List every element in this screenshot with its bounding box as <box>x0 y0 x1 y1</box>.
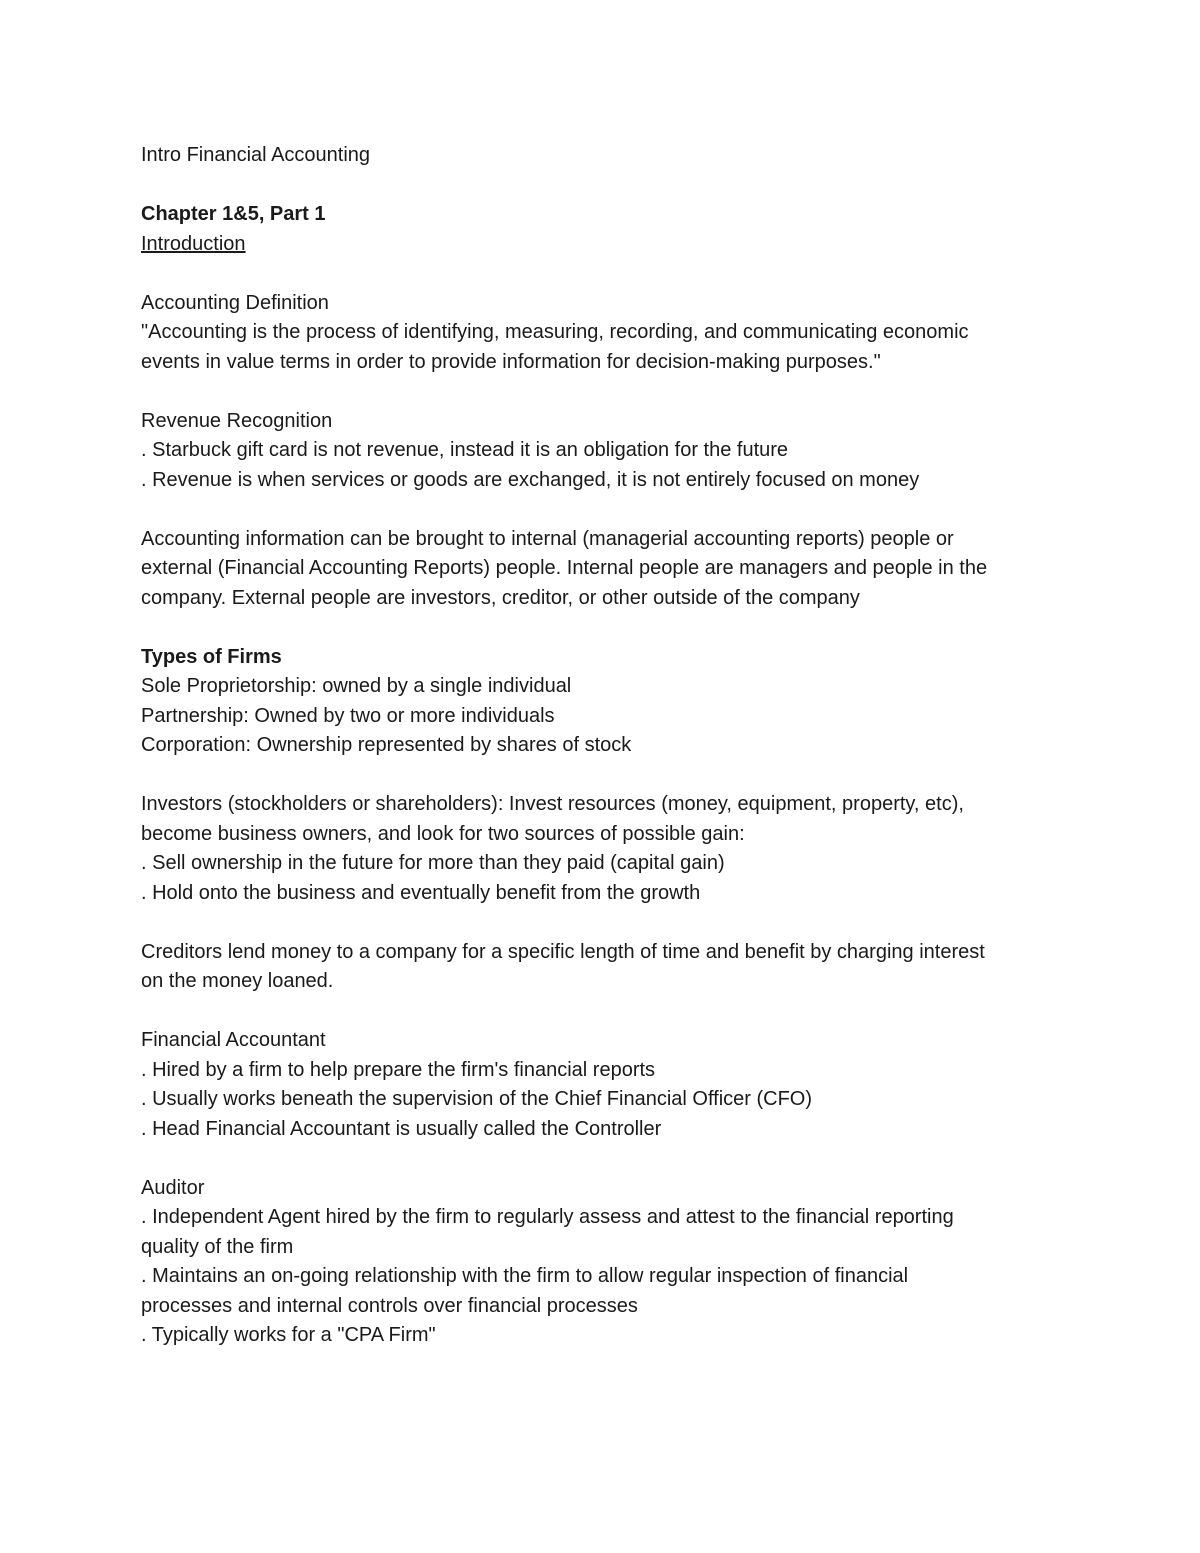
investors-paragraph-line: become business owners, and look for two sources of possible gain: <box>141 822 745 845</box>
financial-accountant-bullet: . Hired by a firm to help prepare the firm's financial reports <box>141 1058 656 1081</box>
accounting-information-paragraph-line: Accounting information can be brought to internal (managerial accounting reports) people or <box>141 527 954 550</box>
creditors-paragraph-line: on the money loaned. <box>141 970 334 992</box>
document-body <box>141 141 1071 1351</box>
spacer <box>141 613 1071 643</box>
revenue-recognition-heading: Revenue Recognition <box>141 409 333 432</box>
types-of-firms-heading: Types of Firms <box>141 645 282 668</box>
auditor-bullet-line: quality of the firm <box>141 1235 294 1258</box>
spacer <box>141 997 1071 1027</box>
firm-type-item: Partnership: Owned by two or more individuals <box>141 704 555 727</box>
auditor-bullet-line: . Typically works for a "CPA Firm" <box>141 1324 436 1346</box>
revenue-recognition-bullet: . Revenue is when services or goods are exchanged, it is not entirely focused on money <box>141 468 920 491</box>
section-heading-introduction: Introduction <box>141 232 246 255</box>
investors-bullet: . Sell ownership in the future for more than they paid (capital gain) <box>141 852 725 874</box>
firm-type-item: Corporation: Ownership represented by shares of stock <box>141 734 632 756</box>
spacer <box>141 761 1071 791</box>
accounting-definition-quote-line: events in value terms in order to provide information for decision-making purposes." <box>141 350 881 373</box>
accounting-information-paragraph-line: external (Financial Accounting Reports) people. Internal people are managers and people in the <box>141 557 988 579</box>
auditor-heading: Auditor <box>141 1176 205 1199</box>
financial-accountant-bullet: . Usually works beneath the supervision of the Chief Financial Officer (CFO) <box>141 1088 813 1110</box>
spacer <box>141 495 1071 525</box>
spacer <box>141 1144 1071 1174</box>
spacer <box>141 259 1071 289</box>
spacer <box>141 377 1071 407</box>
chapter-heading: Chapter 1&5, Part 1 <box>141 203 326 225</box>
auditor-bullet-line: processes and internal controls over financial processes <box>141 1294 638 1317</box>
accounting-definition-quote-line: "Accounting is the process of identifying, measuring, recording, and communicating economic <box>141 321 969 343</box>
creditors-paragraph-line: Creditors lend money to a company for a specific length of time and benefit by charging interest <box>141 940 985 963</box>
accounting-information-paragraph-line: company. External people are investors, creditor, or other outside of the company <box>141 586 860 609</box>
firm-type-item: Sole Proprietorship: owned by a single individual <box>141 675 572 697</box>
investors-bullet: . Hold onto the business and eventually benefit from the growth <box>141 881 701 904</box>
spacer <box>141 908 1071 938</box>
financial-accountant-bullet: . Head Financial Accountant is usually called the Controller <box>141 1117 662 1140</box>
document-title: Intro Financial Accounting <box>141 144 371 166</box>
auditor-bullet-line: . Independent Agent hired by the firm to regularly assess and attest to the financial reporting <box>141 1206 954 1228</box>
financial-accountant-heading: Financial Accountant <box>141 1029 326 1051</box>
spacer <box>141 171 1071 201</box>
revenue-recognition-bullet: . Starbuck gift card is not revenue, instead it is an obligation for the future <box>141 439 789 461</box>
accounting-definition-heading: Accounting Definition <box>141 291 329 314</box>
investors-paragraph-line: Investors (stockholders or shareholders): Invest resources (money, equipment, property, etc), <box>141 793 964 815</box>
auditor-bullet-line: . Maintains an on-going relationship with the firm to allow regular inspection of financial <box>141 1265 909 1287</box>
